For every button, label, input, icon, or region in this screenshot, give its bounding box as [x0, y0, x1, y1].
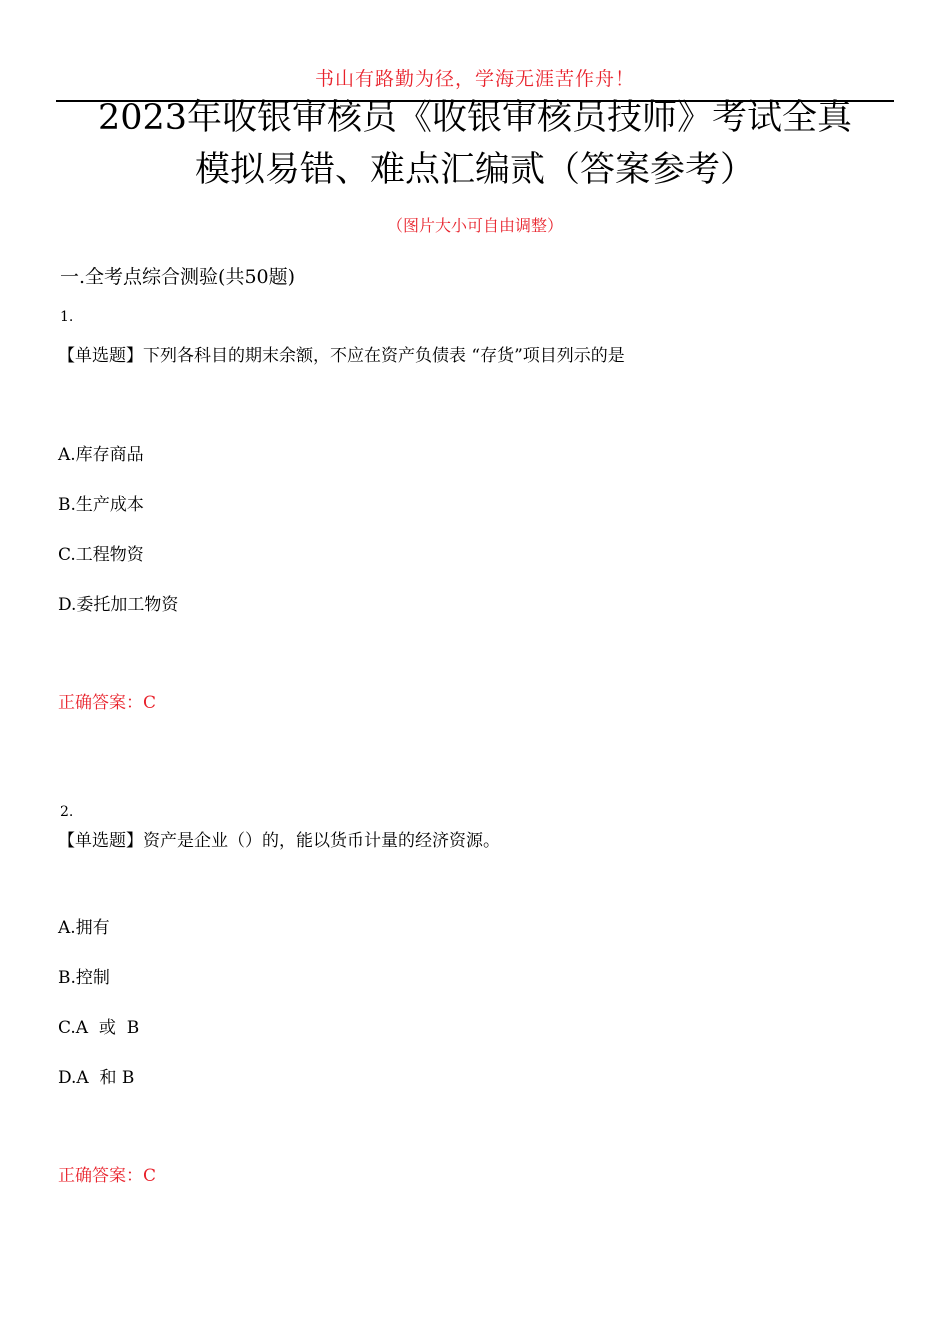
document-title [30, 92, 920, 196]
question-1-number: 1. [60, 309, 74, 325]
question-2-option-a: A.拥有 [58, 918, 110, 938]
question-1-stem: 【单选题】下列各科目的期末余额，不应在资产负债表 “存货”项目列示的是 [58, 346, 625, 366]
question-1-option-b: B.生产成本 [58, 495, 144, 515]
question-1-answer: 正确答案：C [58, 693, 157, 713]
question-2-answer: 正确答案：C [58, 1166, 157, 1186]
title-line-2: 模拟易错、难点汇编贰（答案参考） [194, 150, 755, 190]
section-heading: 一.全考点综合测验(共50题) [60, 266, 296, 288]
question-2-option-c: C.A 或 B [58, 1018, 140, 1038]
question-1-option-a: A.库存商品 [58, 445, 144, 465]
image-size-note: （图片大小可自由调整） [386, 216, 563, 235]
question-1-option-c: C.工程物资 [58, 545, 144, 565]
question-2-option-d: D.A 和 B [58, 1068, 135, 1088]
question-1-option-d: D.委托加工物资 [58, 595, 179, 615]
question-2-number: 2. [60, 804, 74, 820]
question-2-option-b: B.控制 [58, 968, 110, 988]
motto: 书山有路勤为径，学海无涯苦作舟！ [314, 68, 635, 90]
question-2-stem: 【单选题】资产是企业（）的，能以货币计量的经济资源。 [58, 831, 500, 851]
title-line-1: 2023年收银审核员《收银审核员技师》考试全真 [97, 98, 853, 138]
